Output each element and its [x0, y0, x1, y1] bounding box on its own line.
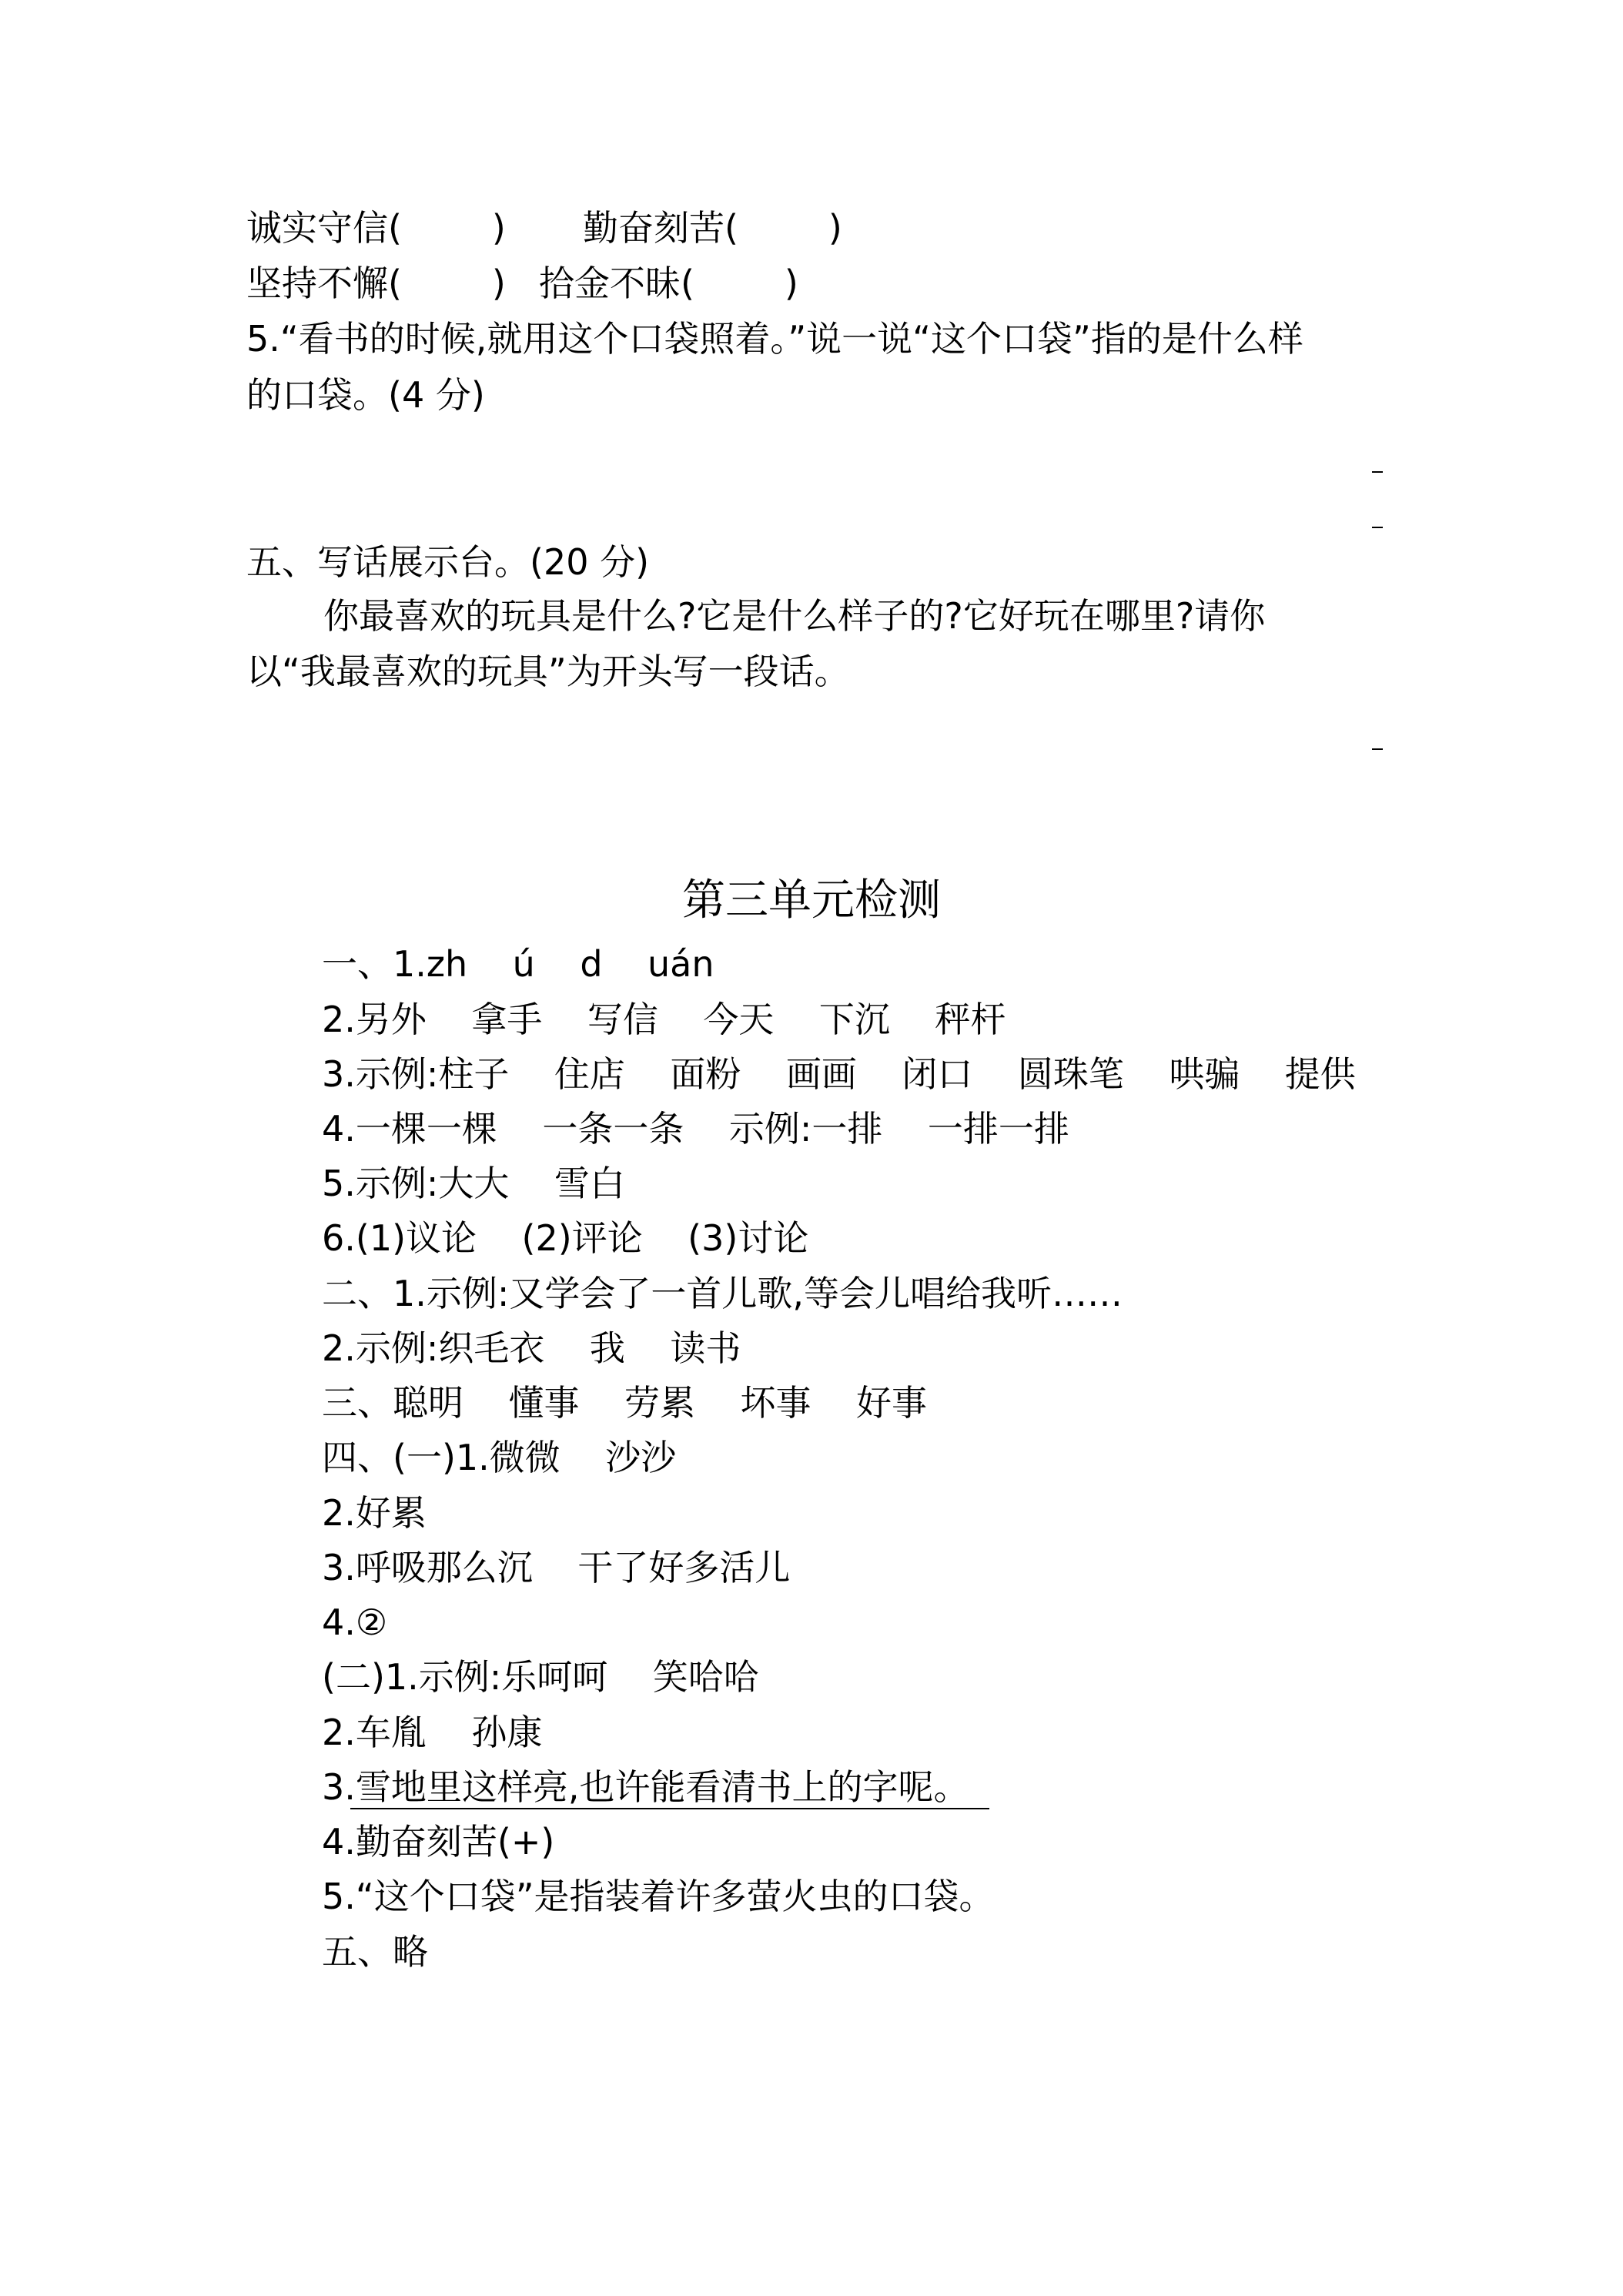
- answer-line: 3.示例:柱子 住店 面粉 画画 闭口 圆珠笔 哄骗 提供: [322, 1053, 1356, 1095]
- answer-line: 二、1.示例:又学会了一首儿歌,等会儿唱给我听……: [322, 1273, 1123, 1314]
- answer-line: 4.一棵一棵 一条一条 示例:一排 一排一排: [322, 1108, 1069, 1150]
- section-5-prompt-line-2: 以“我最喜欢的玩具”为开头写一段话。: [246, 651, 850, 692]
- answer-line: 2.车胤 孙康: [322, 1712, 543, 1753]
- answer-line: 3.雪地里这样亮,也许能看清书上的字呢。: [322, 1766, 969, 1808]
- idiom-honest: 诚实守信( ): [246, 207, 506, 249]
- answer-line: 4.勤奋刻苦(+): [322, 1821, 555, 1863]
- answer-line: 五、略: [322, 1931, 428, 1973]
- answer-line: 2.示例:织毛衣 我 读书: [322, 1327, 741, 1369]
- answer-line: 2.好累: [322, 1492, 427, 1534]
- idiom-persistent: 坚持不懈( ): [246, 263, 506, 304]
- answer-line: 一、1.zh ú d uán: [322, 943, 714, 985]
- answer-key-title: 第三单元检测: [682, 875, 941, 925]
- answer-line-marker: [1372, 748, 1383, 750]
- answer-line-marker: [1372, 527, 1383, 528]
- idiom-diligent: 勤奋刻苦( ): [583, 207, 842, 249]
- answer-line: 三、聪明 懂事 劳累 坏事 好事: [322, 1382, 927, 1424]
- question-5-line-2: 的口袋。(4 分): [246, 374, 485, 416]
- answer-line: 3.呼吸那么沉 干了好多活儿: [322, 1547, 791, 1588]
- answer-line: 2.另外 拿手 写信 今天 下沉 秤杆: [322, 999, 1006, 1040]
- answer-line: (二)1.示例:乐呵呵 笑哈哈: [322, 1656, 759, 1698]
- answer-line-marker: [1372, 471, 1383, 473]
- section-5-prompt-line-1: 你最喜欢的玩具是什么?它是什么样子的?它好玩在哪里?请你: [323, 595, 1266, 637]
- answer-line: 5.“这个口袋”是指装着许多萤火虫的口袋。: [322, 1876, 995, 1917]
- answer-line: 4.②: [322, 1602, 388, 1643]
- question-5-line-1: 5.“看书的时候,就用这个口袋照着。”说一说“这个口袋”指的是什么样: [246, 318, 1303, 360]
- answer-line: 6.(1)议论 (2)评论 (3)讨论: [322, 1217, 809, 1259]
- idiom-integrity: 拾金不昧( ): [539, 263, 798, 304]
- answer-underline: [350, 1808, 989, 1809]
- section-5-heading: 五、写话展示台。(20 分): [246, 541, 650, 583]
- answer-line: 四、(一)1.微微 沙沙: [322, 1437, 677, 1478]
- answer-line: 5.示例:大大 雪白: [322, 1163, 625, 1204]
